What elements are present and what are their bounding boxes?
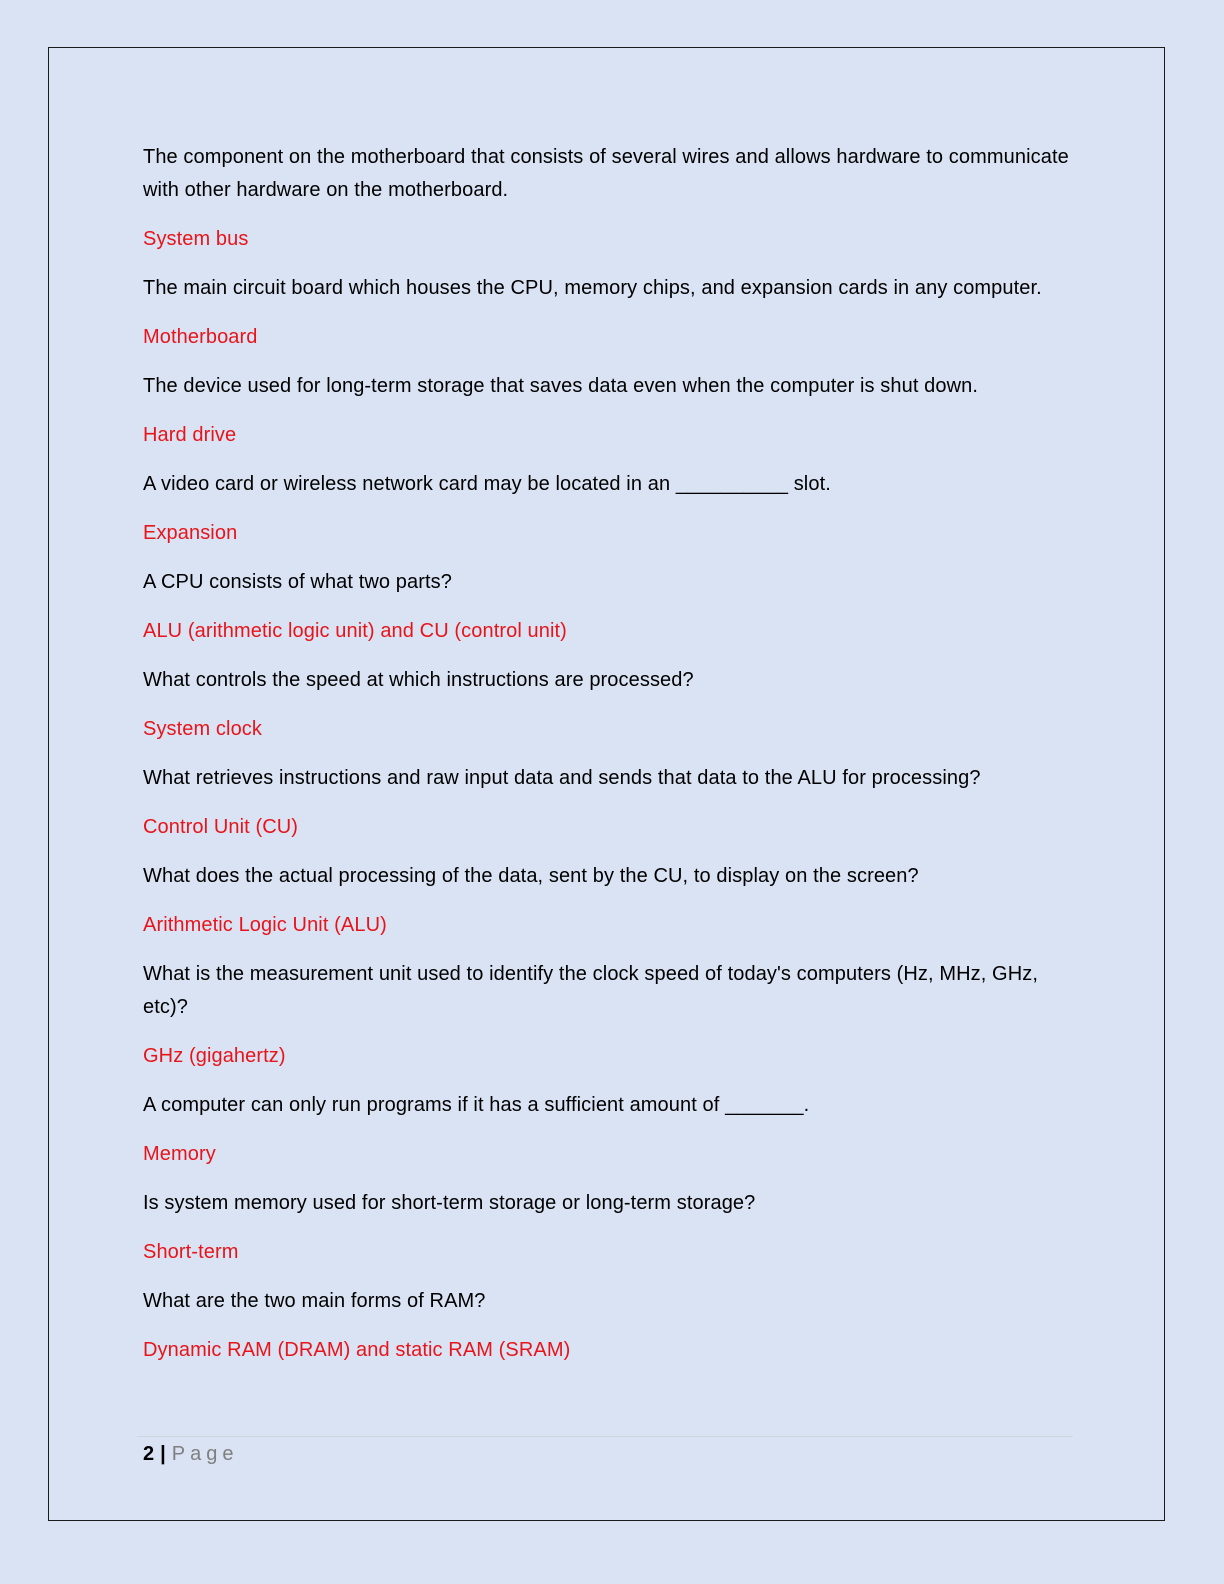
question-4: A video card or wireless network card may be located in an __________ slot. bbox=[143, 473, 831, 495]
question-12: What are the two main forms of RAM? bbox=[143, 1290, 486, 1312]
question-2: The main circuit board which houses the CPU, memory chips, and expansion cards in any computer. bbox=[143, 277, 1042, 299]
question-7: What retrieves instructions and raw input data and sends that data to the ALU for processing? bbox=[143, 767, 981, 789]
question-8: What does the actual processing of the data, sent by the CU, to display on the screen? bbox=[143, 865, 919, 887]
answer-4: Expansion bbox=[143, 522, 238, 544]
question-11: Is system memory used for short-term storage or long-term storage? bbox=[143, 1192, 756, 1214]
question-10: A computer can only run programs if it has a sufficient amount of _______. bbox=[143, 1094, 810, 1116]
page-number: 2 bbox=[143, 1443, 155, 1465]
question-9: What is the measurement unit used to identify the clock speed of today's computers (Hz, MHz, GHz, etc)? bbox=[143, 963, 1039, 1018]
question-5: A CPU consists of what two parts? bbox=[143, 571, 452, 593]
answer-6: System clock bbox=[143, 718, 263, 740]
question-1: The component on the motherboard that consists of several wires and allows hardware to communicate with other hardware on the motherboard. bbox=[143, 146, 1069, 201]
answer-11: Short-term bbox=[143, 1241, 239, 1263]
answer-9: GHz (gigahertz) bbox=[143, 1045, 286, 1067]
answer-12: Dynamic RAM (DRAM) and static RAM (SRAM) bbox=[143, 1339, 571, 1361]
question-6: What controls the speed at which instructions are processed? bbox=[143, 669, 694, 691]
answer-10: Memory bbox=[143, 1143, 216, 1165]
page-footer bbox=[143, 1440, 238, 1468]
page-separator: | bbox=[160, 1443, 166, 1465]
answer-3: Hard drive bbox=[143, 424, 237, 446]
answer-1: System bus bbox=[143, 228, 249, 250]
answer-2: Motherboard bbox=[143, 326, 258, 348]
footer-rule bbox=[137, 1436, 1073, 1437]
answer-5: ALU (arithmetic logic unit) and CU (control unit) bbox=[143, 620, 567, 642]
document-body bbox=[143, 141, 1083, 1383]
answer-7: Control Unit (CU) bbox=[143, 816, 299, 838]
page-label: Page bbox=[171, 1443, 239, 1465]
question-3: The device used for long-term storage that saves data even when the computer is shut down. bbox=[143, 375, 979, 397]
answer-8: Arithmetic Logic Unit (ALU) bbox=[143, 914, 387, 936]
